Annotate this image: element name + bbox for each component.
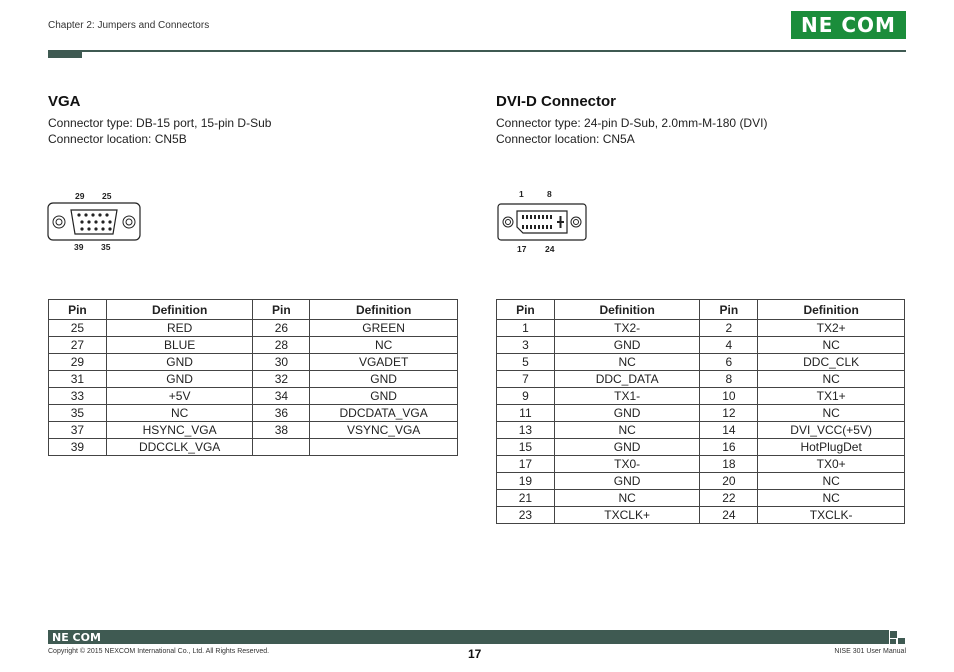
vga-pin-table — [48, 299, 458, 456]
table-row — [497, 422, 905, 439]
column-header: Pin — [700, 300, 758, 320]
dvi-pin-label-br: 24 — [545, 244, 555, 254]
vga-connector-location: Connector location: CN5B — [48, 132, 187, 146]
table-row — [497, 371, 905, 388]
pin-definition-cell: TX0- — [554, 456, 700, 473]
dvi-connector-type: Connector type: 24-pin D-Sub, 2.0mm-M-180 (DVI) — [496, 116, 768, 130]
pin-definition-cell: BLUE — [106, 337, 253, 354]
pin-definition-cell: VSYNC_VGA — [310, 422, 458, 439]
vga-pin-label-br: 35 — [101, 242, 111, 252]
dvi-pin-label-tr: 8 — [547, 189, 552, 199]
pin-number-cell: 27 — [49, 337, 107, 354]
pin-definition-cell: VGADET — [310, 354, 458, 371]
table-row — [497, 354, 905, 371]
pin-definition-cell — [310, 439, 458, 456]
pin-definition-cell: TX2+ — [758, 320, 905, 337]
pin-definition-cell: +5V — [106, 388, 253, 405]
dvi-pin-label-tl: 1 — [519, 189, 524, 199]
pin-number-cell: 7 — [497, 371, 555, 388]
pin-number-cell: 30 — [253, 354, 310, 371]
copyright-text: Copyright © 2015 NEXCOM International Co., Ltd. All Rights Reserved. — [48, 648, 270, 655]
pin-definition-cell: DVI_VCC(+5V) — [758, 422, 905, 439]
pin-definition-cell: RED — [106, 320, 253, 337]
pin-definition-cell: NC — [758, 337, 905, 354]
pin-definition-cell: GND — [310, 371, 458, 388]
pin-definition-cell: NC — [554, 354, 700, 371]
pin-number-cell: 13 — [497, 422, 555, 439]
dvi-pin-table — [496, 299, 905, 524]
pin-definition-cell: HotPlugDet — [758, 439, 905, 456]
pin-number-cell: 31 — [49, 371, 107, 388]
pin-definition-cell: NC — [758, 490, 905, 507]
vga-pin-label-tl: 29 — [75, 191, 85, 201]
pin-number-cell: 25 — [49, 320, 107, 337]
pin-definition-cell: GND — [310, 388, 458, 405]
pin-number-cell: 34 — [253, 388, 310, 405]
pin-definition-cell: GREEN — [310, 320, 458, 337]
pin-number-cell: 21 — [497, 490, 555, 507]
pin-definition-cell: GND — [106, 354, 253, 371]
table-row — [497, 456, 905, 473]
table-row — [49, 354, 458, 371]
table-row — [497, 337, 905, 354]
pin-definition-cell: NC — [310, 337, 458, 354]
pin-number-cell: 17 — [497, 456, 555, 473]
header-accent-block — [48, 50, 82, 58]
column-header: Definition — [758, 300, 905, 320]
table-row — [49, 439, 458, 456]
pin-definition-cell: GND — [554, 405, 700, 422]
pin-number-cell: 4 — [700, 337, 758, 354]
table-header-row — [49, 300, 458, 320]
footer-bar — [48, 630, 906, 644]
pin-definition-cell: GND — [554, 439, 700, 456]
table-row — [497, 388, 905, 405]
dvi-pin-label-bl: 17 — [517, 244, 527, 254]
table-row — [49, 422, 458, 439]
table-row — [49, 337, 458, 354]
footer-squares-icon — [889, 630, 906, 644]
pin-definition-cell: NC — [554, 490, 700, 507]
pin-definition-cell: DDCDATA_VGA — [310, 405, 458, 422]
pin-number-cell: 33 — [49, 388, 107, 405]
pin-definition-cell: DDC_DATA — [554, 371, 700, 388]
table-row — [497, 439, 905, 456]
pin-number-cell: 22 — [700, 490, 758, 507]
pin-definition-cell: DDC_CLK — [758, 354, 905, 371]
vga-connector-type: Connector type: DB-15 port, 15-pin D-Sub — [48, 116, 272, 130]
pin-number-cell: 12 — [700, 405, 758, 422]
pin-number-cell: 1 — [497, 320, 555, 337]
column-header: Definition — [554, 300, 700, 320]
pin-definition-cell: GND — [554, 473, 700, 490]
page-number: 17 — [468, 647, 482, 661]
header-divider — [48, 50, 906, 52]
vga-title: VGA — [48, 93, 81, 110]
pin-definition-cell: TXCLK- — [758, 507, 905, 524]
table-row — [497, 405, 905, 422]
pin-number-cell: 35 — [49, 405, 107, 422]
pin-definition-cell: GND — [106, 371, 253, 388]
table-row — [49, 371, 458, 388]
pin-definition-cell: NC — [758, 405, 905, 422]
pin-number-cell: 9 — [497, 388, 555, 405]
pin-definition-cell: TX1- — [554, 388, 700, 405]
pin-definition-cell: NC — [758, 371, 905, 388]
pin-number-cell: 14 — [700, 422, 758, 439]
pin-number-cell: 10 — [700, 388, 758, 405]
table-header-row — [497, 300, 905, 320]
pin-number-cell: 26 — [253, 320, 310, 337]
pin-number-cell: 24 — [700, 507, 758, 524]
pin-number-cell: 28 — [253, 337, 310, 354]
table-row — [49, 388, 458, 405]
pin-number-cell: 20 — [700, 473, 758, 490]
pin-number-cell: 37 — [49, 422, 107, 439]
pin-number-cell: 18 — [700, 456, 758, 473]
pin-number-cell: 11 — [497, 405, 555, 422]
logo-text: NE COM — [801, 13, 896, 37]
pin-number-cell: 6 — [700, 354, 758, 371]
column-header: Definition — [106, 300, 253, 320]
pin-number-cell: 8 — [700, 371, 758, 388]
pin-number-cell: 36 — [253, 405, 310, 422]
pin-number-cell: 16 — [700, 439, 758, 456]
pin-number-cell: 3 — [497, 337, 555, 354]
dvi-connector-location: Connector location: CN5A — [496, 132, 635, 146]
vga-pin-label-bl: 39 — [74, 242, 84, 252]
column-header: Pin — [497, 300, 555, 320]
pin-number-cell — [253, 439, 310, 456]
pin-number-cell: 23 — [497, 507, 555, 524]
table-row — [49, 405, 458, 422]
column-header: Definition — [310, 300, 458, 320]
pin-number-cell: 38 — [253, 422, 310, 439]
table-row — [497, 490, 905, 507]
vga-pin-label-tr: 25 — [102, 191, 112, 201]
pin-number-cell: 19 — [497, 473, 555, 490]
pin-number-cell: 2 — [700, 320, 758, 337]
pin-number-cell: 32 — [253, 371, 310, 388]
table-row — [497, 507, 905, 524]
pin-definition-cell: NC — [758, 473, 905, 490]
pin-definition-cell: DDCCLK_VGA — [106, 439, 253, 456]
pin-definition-cell: NC — [106, 405, 253, 422]
pin-number-cell: 39 — [49, 439, 107, 456]
pin-definition-cell: TXCLK+ — [554, 507, 700, 524]
vga-connector-drawing — [47, 202, 142, 242]
column-header: Pin — [253, 300, 310, 320]
manual-title: NISE 301 User Manual — [834, 648, 906, 655]
footer-logo: NE COM — [52, 631, 101, 644]
table-row — [497, 320, 905, 337]
table-row — [49, 320, 458, 337]
chapter-title: Chapter 2: Jumpers and Connectors — [48, 20, 210, 31]
pin-definition-cell: TX2- — [554, 320, 700, 337]
pin-number-cell: 5 — [497, 354, 555, 371]
pin-definition-cell: GND — [554, 337, 700, 354]
nexcom-logo — [791, 11, 906, 39]
pin-number-cell: 15 — [497, 439, 555, 456]
table-row — [497, 473, 905, 490]
pin-number-cell: 29 — [49, 354, 107, 371]
column-header: Pin — [49, 300, 107, 320]
dvi-title: DVI-D Connector — [496, 93, 616, 110]
pin-definition-cell: TX1+ — [758, 388, 905, 405]
pin-definition-cell: NC — [554, 422, 700, 439]
pin-definition-cell: TX0+ — [758, 456, 905, 473]
pin-definition-cell: HSYNC_VGA — [106, 422, 253, 439]
dvi-connector-drawing — [497, 203, 589, 243]
